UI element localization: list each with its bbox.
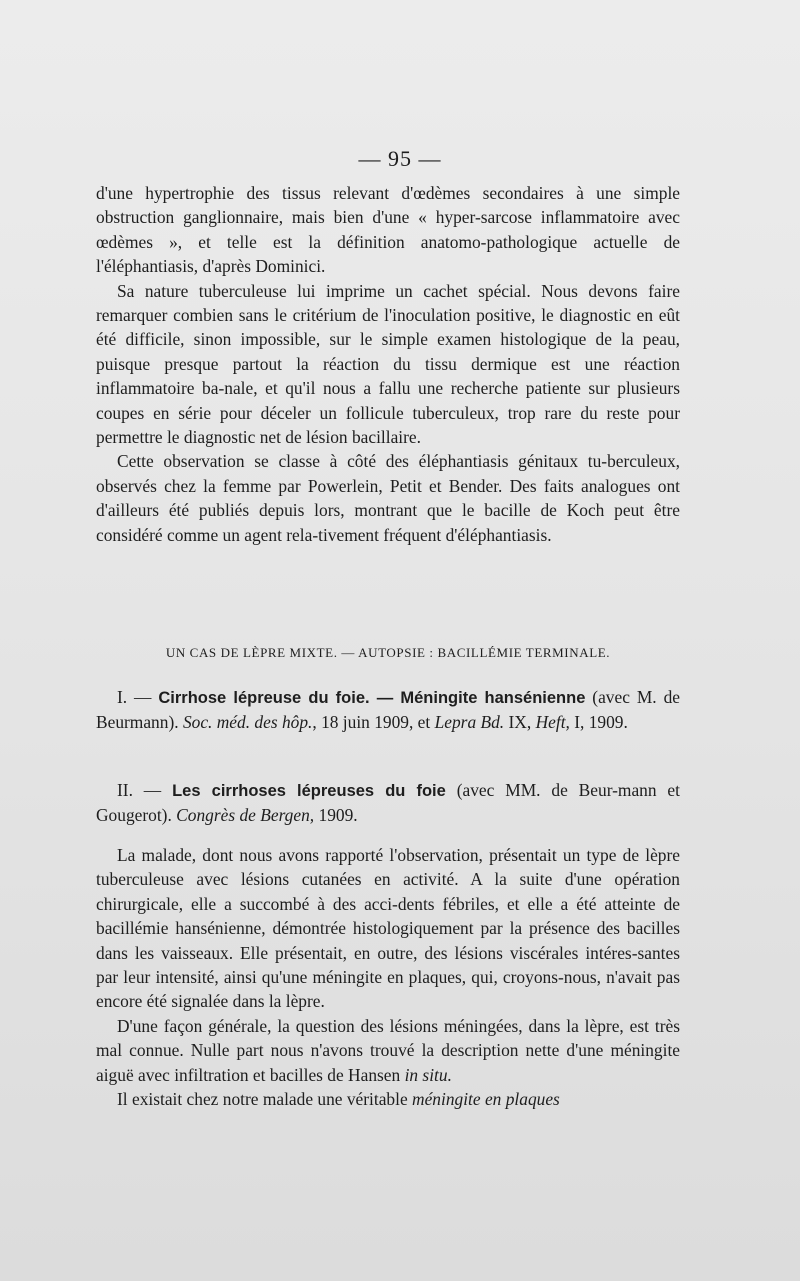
section-heading: UN CAS DE LÈPRE MIXTE. — AUTOPSIE : BACILLÉMIE TERMINALE. <box>165 645 611 660</box>
paragraph <box>96 1014 680 1087</box>
paragraph: Cette observation se classe à côté des éléphantiasis génitaux tu-berculeux, observés chez la femme par Powerlein, Petit et Bender. Des faits analogues ont d'ailleurs été publiés depuis lors, montrant que le bacille de Koch peut être considéré comme un agent rela-tivement fréquent d'éléphantiasis. <box>96 451 680 545</box>
paragraph <box>96 1087 680 1111</box>
reference-number: II. — <box>117 780 162 800</box>
reference-text: I, 1909. <box>569 712 628 733</box>
reference-entry <box>96 778 680 828</box>
paragraph-italic: in situ. <box>404 1064 452 1085</box>
reference-title: Cirrhose lépreuse du foie. — Méningite hansénienne <box>158 689 586 707</box>
reference-title: Les cirrhoses lépreuses du foie <box>172 782 446 800</box>
reference-entry <box>96 685 680 735</box>
paragraph-italic: méningite en plaques <box>412 1089 560 1110</box>
paragraph-text: Il existait chez notre malade une véritable <box>117 1089 413 1110</box>
reference-text: 1909. <box>314 805 358 826</box>
reference-heft: Heft, <box>535 712 570 733</box>
reference-journal: Lepra Bd. <box>434 712 505 733</box>
reference-journal: Congrès de Bergen, <box>176 805 315 826</box>
page-number: — 95 — <box>358 146 442 171</box>
reference-number: I. — <box>117 687 152 707</box>
paragraph: d'une hypertrophie des tissus relevant d'œdèmes secondaires à une simple obstruction ganglionnaire, mais bien d'une « hyper-sarcose inflammatoire avec œdèmes », et telle est la définition anatomo-pathologique actuelle de l'éléphantiasis, d'après Dominici. <box>96 183 680 277</box>
text-block-top <box>96 181 680 547</box>
paragraph-text: D'une façon générale, la question des lésions méningées, dans la lèpre, est très mal connue. Nulle part nous n'avons trouvé la description nette d'une méningite aiguë avec infiltration et bacilles de Hansen <box>96 1015 680 1085</box>
reference-text: IX, <box>504 712 536 733</box>
reference-journal: Soc. méd. des hôp. <box>182 712 313 733</box>
text-block-bottom <box>96 843 680 1111</box>
paragraph: Sa nature tuberculeuse lui imprime un cachet spécial. Nous devons faire remarquer combien sans le critérium de l'inoculation positive, le diagnostic en eût été difficile, sinon impossible, sur le simple examen histologique de la peau, puisque presque partout la réaction du tissu dermique est une réaction inflammatoire ba-nale, et qu'il nous a fallu une recherche patiente sur plusieurs coupes en série pour déceler un follicule tuberculeux, trop rare du reste pour permettre le diagnostic net de lésion bacillaire. <box>96 280 680 448</box>
reference-text: (avec MM. de Beur-mann et Gougerot). <box>96 780 680 826</box>
reference-text: (avec M. de Beurmann). <box>96 687 680 733</box>
paragraph: La malade, dont nous avons rapporté l'observation, présentait un type de lèpre tuberculeuse avec lésions cutanées en activité. A la suite d'une opération chirurgicale, elle a succombé à des acci-dents fébriles, et elle a été atteinte de bacillémie hansénienne, démontrée histologiquement par la présence des bacilles dans les vaisseaux. Elle présentait, en outre, des lésions viscérales intéres-santes par leur intensité, ainsi qu'une méningite en plaques, qui, croyons-nous, n'avait pas encore été signalée dans la lèpre. <box>96 845 680 1012</box>
reference-text: , 18 juin 1909, et <box>312 712 435 733</box>
